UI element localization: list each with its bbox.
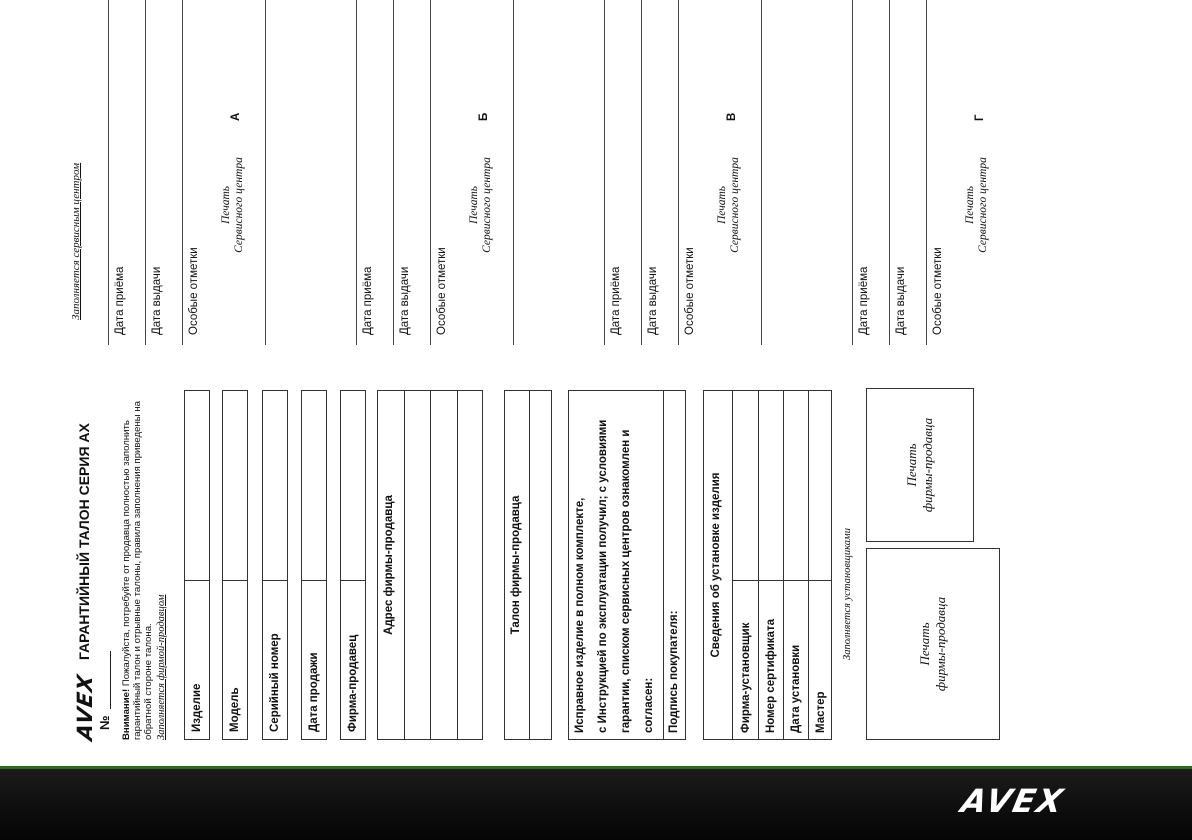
stamp-line: Сервисного центра (233, 157, 245, 253)
field-label: Фирма-продавец (347, 634, 359, 732)
stamp-line: фирмы-продавца (920, 417, 935, 513)
install-row-label: Фирма-установщик (740, 622, 752, 733)
installation-box[interactable] (703, 390, 832, 740)
ack-line: с Инструкцией по эксплуатации получил; с условиями (597, 419, 609, 733)
acknowledgement-text (569, 420, 661, 733)
field-label: Модель (229, 687, 241, 732)
issued-date-label: Дата выдачи (895, 266, 907, 335)
remarks-label: Особые отметки (436, 247, 448, 335)
stamp-line: Печать (220, 185, 232, 225)
coupon-letter: Г (974, 114, 986, 121)
ack-line: гарантии, списком сервисных центров ознакомлен и (620, 429, 632, 733)
received-date-label: Дата приёма (114, 266, 126, 335)
stamp-line: Печать (468, 185, 480, 225)
brand-logo: AVEX (73, 672, 97, 743)
seller-coupon-label: Талон фирмы-продавца (510, 495, 522, 635)
remarks-label: Особые отметки (188, 247, 200, 335)
acknowledgement-box (568, 390, 686, 740)
seller-fill-note: Заполняется фирмой-продавцом (156, 594, 167, 740)
received-date-label: Дата приёма (858, 266, 870, 335)
service-stamp (220, 135, 246, 275)
service-stamp (716, 135, 742, 275)
seller-stamp-box-2 (866, 388, 974, 542)
service-coupon-a (108, 0, 348, 345)
issued-date-label: Дата выдачи (399, 266, 411, 335)
coupon-letter: В (726, 112, 738, 121)
ack-line: Исправное изделие в полном комплекте, (574, 497, 586, 733)
stamp-line: Сервисного центра (729, 157, 741, 253)
install-row-label: Номер сертификата (765, 619, 777, 733)
received-date-label: Дата приёма (362, 266, 374, 335)
coupon-letter: Б (478, 112, 490, 121)
ack-line: согласен: (643, 677, 655, 733)
stamp-line: Сервисного центра (481, 157, 493, 253)
stamp-line: фирмы-продавца (933, 596, 948, 692)
stamp-line: Печать (917, 622, 932, 666)
document-title: ГАРАНТИЙНЫЙ ТАЛОН СЕРИЯ АХ (76, 423, 92, 660)
service-coupon-b (356, 0, 596, 345)
field-model[interactable] (222, 390, 248, 740)
field-serial-number[interactable] (262, 390, 288, 740)
notice-text (121, 390, 154, 740)
seller-address-label: Адрес фирмы-продавца (383, 495, 395, 635)
field-seller-company[interactable] (340, 390, 366, 740)
notice-body: Пожалуйста, потребуйте от продавца полностью заполнить гарантийный талон и отрывные талоны, правила заполнения приведены на обратной стороне талона. (121, 401, 154, 740)
received-date-label: Дата приёма (610, 266, 622, 335)
stamp-line: Печать (716, 185, 728, 225)
remarks-label: Особые отметки (932, 247, 944, 335)
stamp-line: Печать (964, 185, 976, 225)
seller-coupon-box[interactable] (504, 390, 552, 740)
field-sale-date[interactable] (301, 390, 327, 740)
install-row-label: Мастер (815, 691, 827, 733)
stamp-line: Сервисного центра (977, 157, 989, 253)
footer-band (0, 766, 1192, 840)
buyer-signature-label[interactable]: Подпись покупателя: (668, 610, 680, 733)
number-blank[interactable] (100, 652, 111, 710)
service-stamp (964, 135, 990, 275)
coupon-letter: А (230, 112, 242, 121)
service-coupon-g (852, 0, 1000, 345)
installation-rows (734, 619, 834, 733)
seller-address-box[interactable] (377, 390, 483, 740)
field-label: Изделие (191, 683, 203, 732)
field-label: Серийный номер (269, 633, 281, 732)
install-row-label: Дата установки (790, 644, 802, 733)
serial-number-line (97, 652, 112, 731)
issued-date-label: Дата выдачи (151, 266, 163, 335)
issued-date-label: Дата выдачи (647, 266, 659, 335)
field-product[interactable] (184, 390, 210, 740)
notice-bold: Внимание! (121, 688, 132, 740)
installer-fill-note: Заполняется установщиками (842, 528, 853, 660)
service-stamp (468, 135, 494, 275)
installation-title: Сведения об установке изделия (710, 472, 722, 658)
footer-logo: AVEX (958, 782, 1069, 820)
seller-stamp-box (866, 548, 1000, 740)
service-coupon-v (604, 0, 844, 345)
number-sign: № (97, 715, 112, 730)
stamp-line: Печать (904, 443, 919, 487)
remarks-label: Особые отметки (684, 247, 696, 335)
service-fill-note: Заполняется сервисным центром (70, 162, 82, 320)
field-label: Дата продажи (308, 652, 320, 732)
